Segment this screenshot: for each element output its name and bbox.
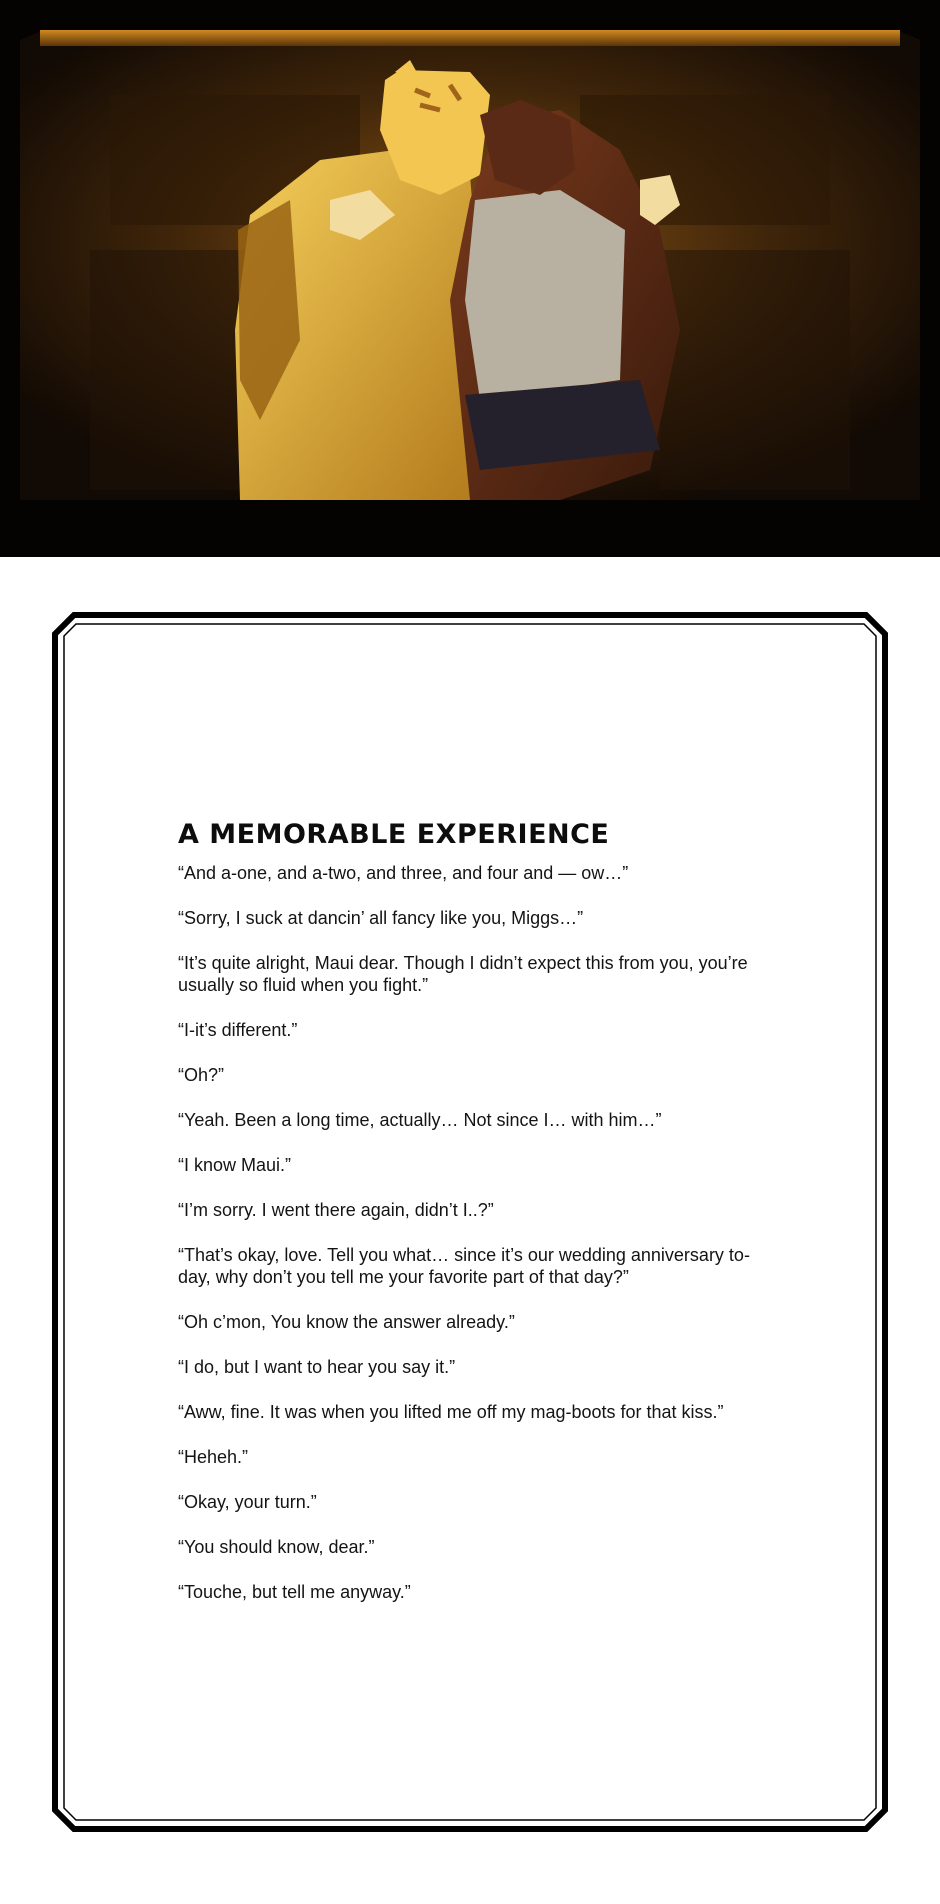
bear-shirt [465,190,625,400]
story-content [178,818,778,1626]
dialogue-line: “Aww, fine. It was when you lifted me off my mag-boots for that kiss.” [178,1402,724,1422]
dialogue-line: “I do, but I want to hear you say it.” [178,1357,456,1377]
dialogue-line: “Sorry, I suck at dancin’ all fancy like you, Miggs…” [178,908,584,928]
story-title: A MEMORABLE EXPERIENCE [178,819,610,850]
dialogue-line: “I know Maui.” [178,1155,292,1175]
dialogue-line: “And a-one, and a-two, and three, and four and — ow…” [178,863,629,883]
dialogue-line: “You should know, dear.” [178,1537,375,1557]
dialogue-line: “Oh?” [178,1065,225,1085]
dialogue-line: “I’m sorry. I went there again, didn’t I..?” [178,1200,494,1220]
dialogue-line: “Touche, but tell me anyway.” [178,1582,411,1602]
dialogue-line: “Oh c’mon, You know the answer already.” [178,1312,515,1332]
dialogue-line: “It’s quite alright, Maui dear. Though I didn’t expect this from you, you’re usually so fluid when you fight.” [178,953,748,995]
dialogue-line: “I-it’s different.” [178,1020,298,1040]
dialogue-line: “Yeah. Been a long time, actually… Not since I… with him…” [178,1110,662,1130]
scene-top-light [40,30,900,46]
dance-illustration [0,0,940,557]
dialogue-line: “That’s okay, love. Tell you what… since it’s our wedding anniversary to-day, why don’t you tell me your favorite part of that day?” [178,1245,750,1287]
dialogue-line: “Heheh.” [178,1447,249,1467]
hero-illustration [0,0,940,557]
dialogue-line: “Okay, your turn.” [178,1492,317,1512]
